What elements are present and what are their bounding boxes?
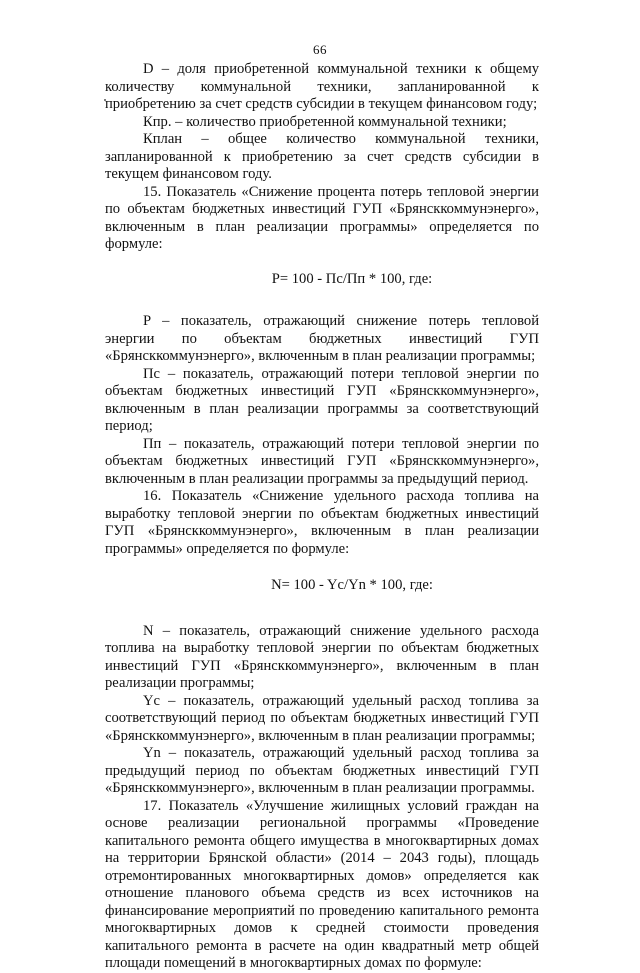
paragraph-n-definition: N – показатель, отражающий снижение удельного расхода топлива на выработку тепловой энергии по объектам бюджетных инвестиций ГУП «Брянсккоммунэнерго», включенным в план реализации программы; bbox=[105, 622, 539, 691]
paragraph-pp-definition: Пп – показатель, отражающий потери тепловой энергии по объектам бюджетных инвестиций ГУП «Брянсккоммунэнерго», включенным в план реализации программы за предыдущий период. bbox=[105, 435, 539, 487]
paragraph-indicator-16: 16. Показатель «Снижение удельного расхода топлива на выработку тепловой энергии по объектам бюджетных инвестиций ГУП «Брянсккоммунэнерго», включенным в план реализации программы» определяется по формуле: bbox=[105, 488, 539, 557]
paragraph-kpr-definition: Кпр. – количество приобретенной коммунальной техники; bbox=[143, 113, 507, 130]
paragraph-indicator-15: 15. Показатель «Снижение процента потерь тепловой энергии по объектам бюджетных инвестиций ГУП «Брянсккоммунэнерго», включенным в план реализации программы» определяется по формуле: bbox=[105, 183, 539, 252]
formula-n: N= 100 - Yc/Yn * 100, где: bbox=[271, 577, 433, 593]
formula-p: P= 100 - Пс/Пп * 100, где: bbox=[271, 270, 433, 287]
spacer bbox=[105, 254, 539, 271]
paragraph-yc-definition: Yc – показатель, отражающий удельный расход топлива за соответствующий период по объектам бюджетных инвестиций ГУП «Брянсккоммунэнерго», включенным в план реализации программы; bbox=[105, 692, 539, 744]
spacer bbox=[105, 558, 539, 577]
page-number: 66 bbox=[313, 42, 327, 57]
paragraph-indicator-17: 17. Показатель «Улучшение жилищных условий граждан на основе реализации региональной программы «Проведение капитального ремонта общего имущества в многоквартирных домах на территории Брянской области» (2014 – 2043 годы), площадь отремонтированных многоквартирных домов» определяется как отношение планового объема средств из всех источников на финансирование мероприятий по проведению капитального ремонта многоквартирных домов к средней стоимости проведения капитального ремонта в расчете на один квадратный метр общей площади помещений в многоквартирных домах по формуле: bbox=[105, 797, 539, 971]
paragraph-kplan-definition: Кплан – общее количество коммунальной техники, запланированной к приобретению за счет средств субсидии в текущем финансовом году. bbox=[105, 131, 539, 182]
paragraph-p-definition: P – показатель, отражающий снижение потерь тепловой энергии по объектам бюджетных инвестиций ГУП «Брянсккоммунэнерго», включенным в план реализации программы; bbox=[105, 313, 539, 364]
paragraph-pc-definition: Пс – показатель, отражающий потери тепловой энергии по объектам бюджетных инвестиций ГУП «Брянсккоммунэнерго», включенным в план реализации программы за соответствующий период; bbox=[105, 365, 539, 434]
paragraph-d-definition: D – доля приобретенной коммунальной техники к общему количеству коммунальной техники, запланированной к приобретению за счет средств субсидии в текущем финансовом году; bbox=[105, 61, 539, 112]
document-body bbox=[105, 61, 539, 973]
spacer bbox=[105, 288, 539, 313]
spacer bbox=[105, 595, 539, 623]
paragraph-yn-definition: Yn – показатель, отражающий удельный расход топлива за предыдущий период по объектам бюджетных инвестиций ГУП «Брянсккоммунэнерго», включенным в план реализации программы. bbox=[105, 745, 539, 796]
